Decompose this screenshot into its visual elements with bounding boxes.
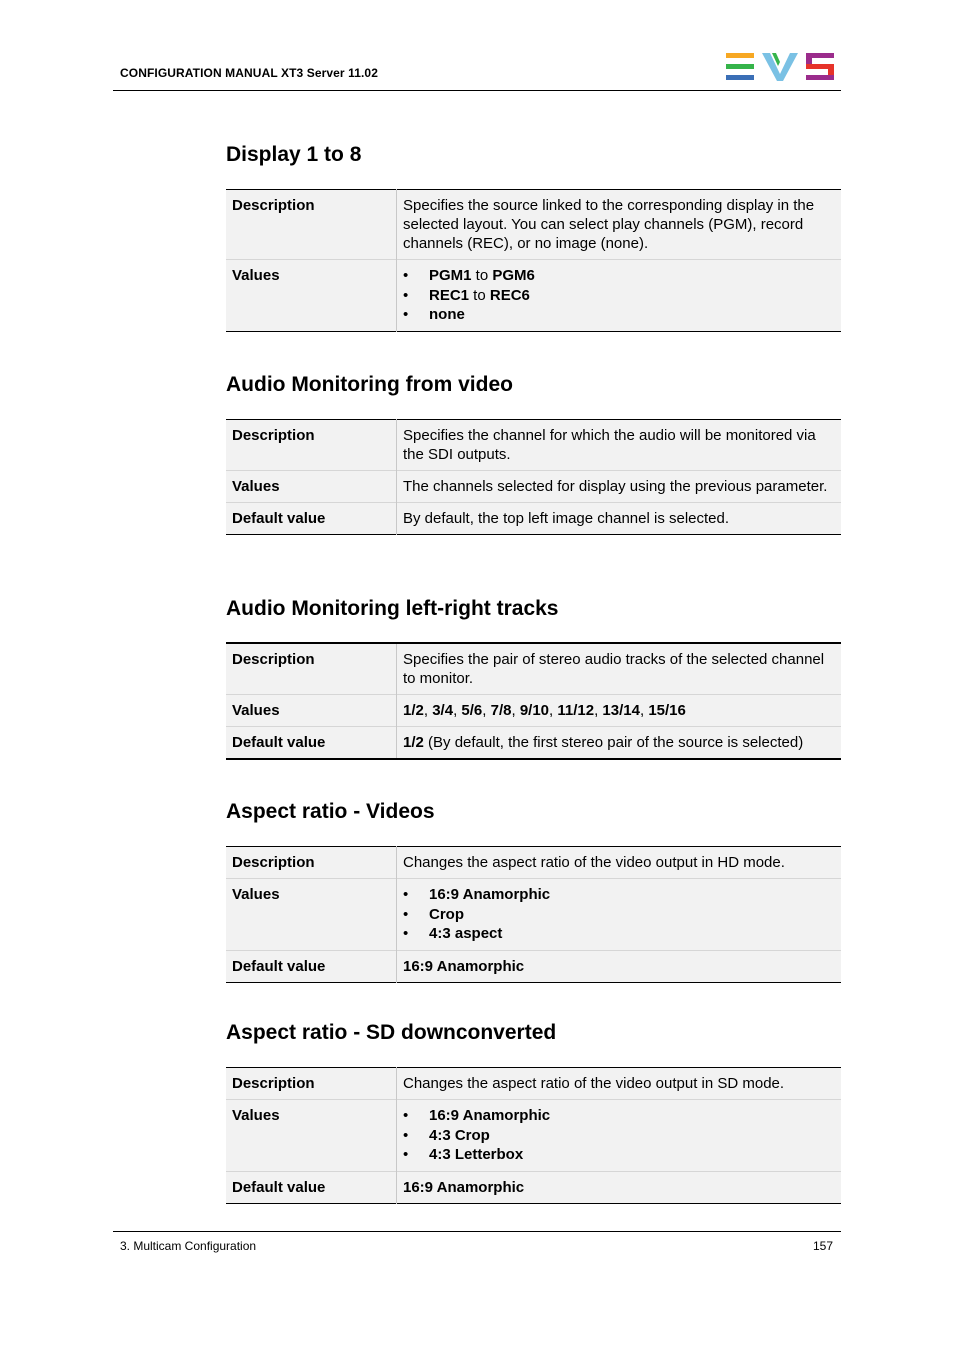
list-item: • REC1 to REC6 bbox=[403, 286, 835, 306]
list-item: • 4:3 Letterbox bbox=[403, 1145, 835, 1165]
row-value: 1/2 (By default, the first stereo pair of the source is selected) bbox=[397, 727, 842, 760]
row-label: Default value bbox=[226, 1171, 397, 1203]
row-label: Description bbox=[226, 1068, 397, 1100]
table-row bbox=[226, 847, 841, 879]
list-item: • 4:3 aspect bbox=[403, 924, 835, 944]
section-title-aspect-videos: Aspect ratio - Videos bbox=[226, 800, 435, 823]
row-label: Default value bbox=[226, 503, 397, 535]
list-item: • 16:9 Anamorphic bbox=[403, 1106, 835, 1126]
header-divider bbox=[113, 90, 841, 91]
row-label: Description bbox=[226, 643, 397, 695]
table-row bbox=[226, 879, 841, 951]
values-list bbox=[403, 885, 835, 944]
table-row bbox=[226, 420, 841, 471]
table-row bbox=[226, 1068, 841, 1100]
table-row bbox=[226, 1171, 841, 1203]
table-row bbox=[226, 190, 841, 260]
row-value: 16:9 Anamorphic bbox=[397, 1171, 842, 1203]
row-value: Specifies the source linked to the corresponding display in the selected layout. You can select play channels (PGM), record channels (REC), or no image (none). bbox=[403, 197, 815, 252]
footer-chapter: 3. Multicam Configuration bbox=[120, 1239, 257, 1253]
row-label: Values bbox=[226, 260, 397, 332]
display-param-table bbox=[226, 189, 841, 332]
list-item: • 4:3 Crop bbox=[403, 1126, 835, 1146]
section-title-display: Display 1 to 8 bbox=[226, 143, 362, 166]
row-value bbox=[397, 879, 842, 951]
footer-divider bbox=[113, 1231, 841, 1232]
row-value: Changes the aspect ratio of the video output in SD mode. bbox=[403, 1075, 785, 1092]
row-value: Changes the aspect ratio of the video output in HD mode. bbox=[403, 854, 785, 871]
table-row bbox=[226, 1100, 841, 1172]
table-row bbox=[226, 643, 841, 695]
row-label: Values bbox=[226, 695, 397, 727]
row-label: Description bbox=[226, 420, 397, 471]
row-label: Values bbox=[226, 879, 397, 951]
row-value: Specifies the channel for which the audio will be monitored via the SDI outputs. bbox=[403, 427, 816, 463]
row-label: Values bbox=[226, 471, 397, 503]
row-value: By default, the top left image channel is selected. bbox=[397, 503, 842, 535]
values-list bbox=[403, 1106, 835, 1165]
row-label: Values bbox=[226, 1100, 397, 1172]
audio-tracks-param-table bbox=[226, 642, 841, 760]
list-item: • 16:9 Anamorphic bbox=[403, 885, 835, 905]
row-value bbox=[397, 260, 842, 332]
table-row bbox=[226, 503, 841, 535]
row-label: Description bbox=[226, 190, 397, 260]
values-list bbox=[403, 266, 835, 325]
page-number: 157 bbox=[812, 1239, 833, 1253]
row-label: Description bbox=[226, 847, 397, 879]
aspect-videos-param-table bbox=[226, 846, 841, 983]
running-header-title: CONFIGURATION MANUAL XT3 Server 11.02 bbox=[120, 66, 378, 80]
table-row bbox=[226, 471, 841, 503]
evs-logo bbox=[724, 52, 836, 82]
row-value bbox=[397, 1100, 842, 1172]
list-item: • none bbox=[403, 305, 835, 325]
audio-video-param-table bbox=[226, 419, 841, 535]
table-row bbox=[226, 695, 841, 727]
list-item: • Crop bbox=[403, 905, 835, 925]
table-row bbox=[226, 727, 841, 760]
row-value: 1/2, 3/4, 5/6, 7/8, 9/10, 11/12, 13/14, 15/16 bbox=[397, 695, 842, 727]
aspect-sd-param-table bbox=[226, 1067, 841, 1204]
section-title-audio-video: Audio Monitoring from video bbox=[226, 373, 513, 396]
list-item: • PGM1 to PGM6 bbox=[403, 266, 835, 286]
table-row bbox=[226, 950, 841, 982]
row-value: The channels selected for display using the previous parameter. bbox=[397, 471, 842, 503]
row-value: Specifies the pair of stereo audio tracks of the selected channel to monitor. bbox=[403, 651, 825, 687]
row-value: 16:9 Anamorphic bbox=[397, 950, 842, 982]
section-title-audio-tracks: Audio Monitoring left-right tracks bbox=[226, 597, 559, 620]
row-label: Default value bbox=[226, 727, 397, 760]
row-label: Default value bbox=[226, 950, 397, 982]
table-row bbox=[226, 260, 841, 332]
section-title-aspect-sd: Aspect ratio - SD downconverted bbox=[226, 1021, 557, 1044]
